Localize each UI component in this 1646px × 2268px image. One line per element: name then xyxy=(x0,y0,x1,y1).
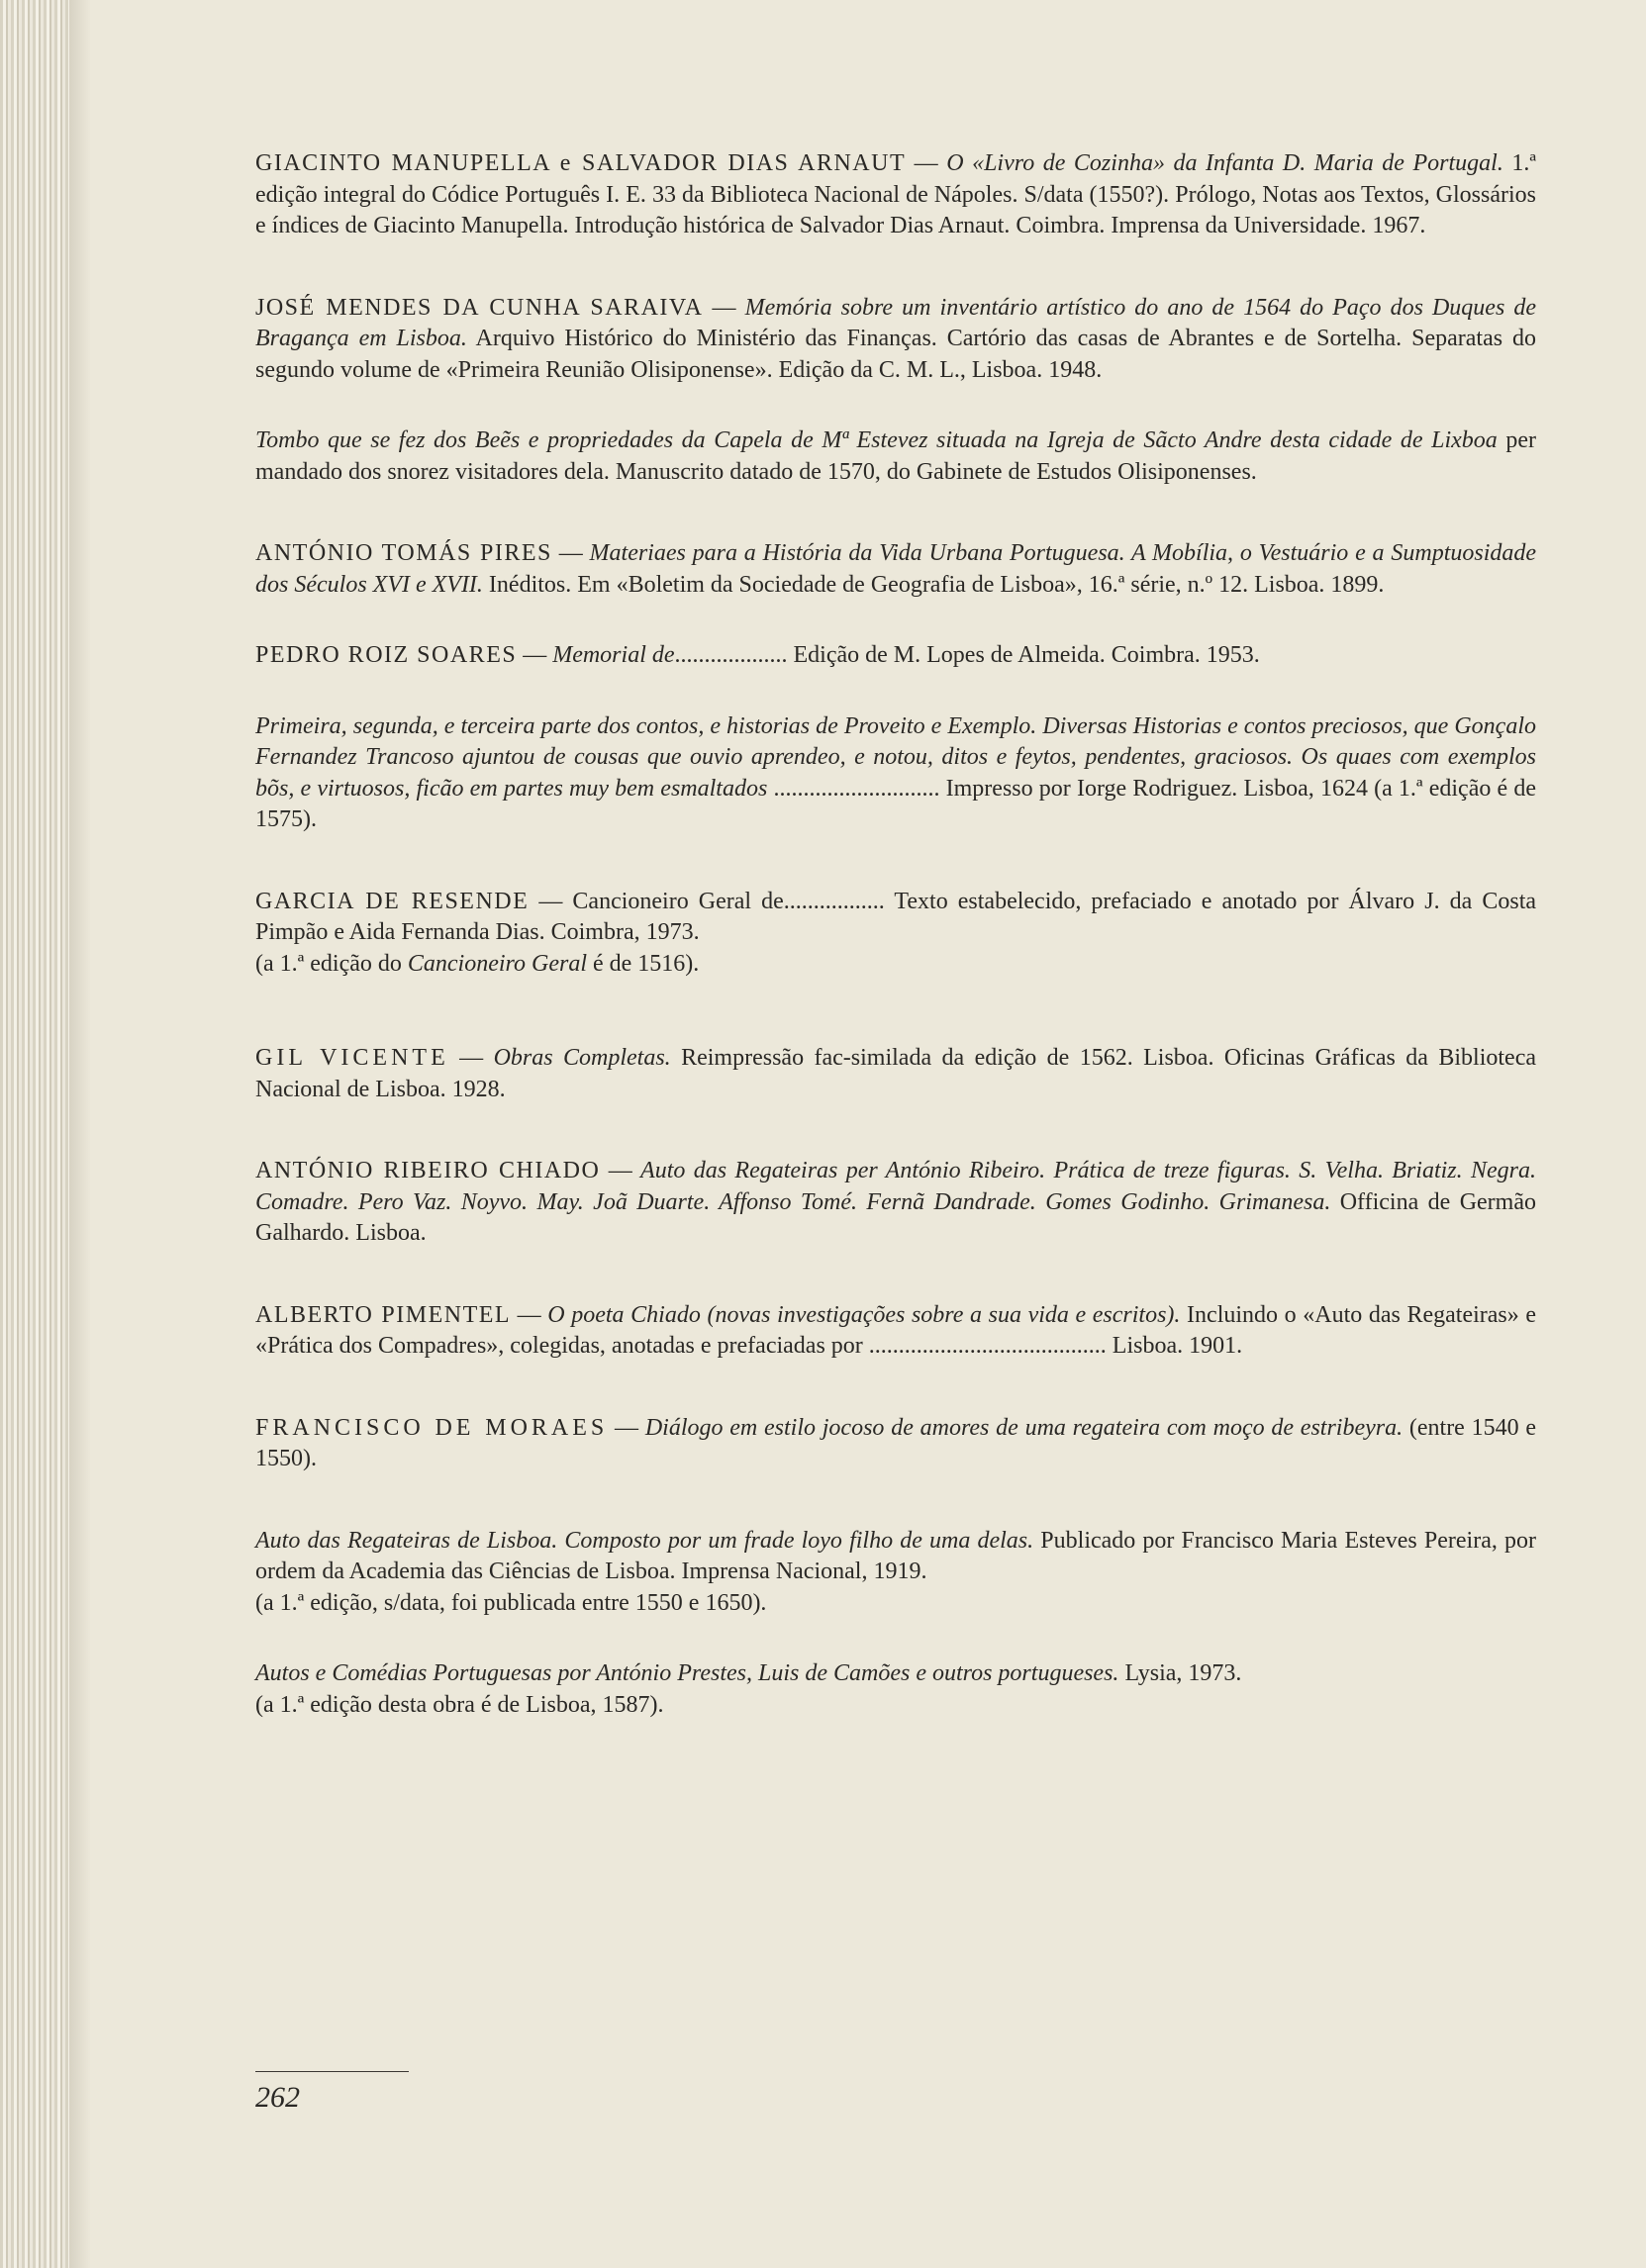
entry-title: O poeta Chiado (novas investigações sobre a sua vida e escritos). xyxy=(547,1301,1181,1328)
entry-title: Memória sobre um inventário artístico do ano de 1564 do Paço dos Duques de Bragança em Lisboa. xyxy=(255,294,1536,351)
entry-title-suffix: » da Infanta D. Maria de Portugal. xyxy=(1152,150,1503,176)
entry-note-suffix: é de 1516). xyxy=(586,950,700,977)
entry-author: FRANCISCO DE MORAES xyxy=(255,1414,609,1441)
footer-rule xyxy=(255,2071,409,2072)
bibliography-text xyxy=(255,148,1536,1721)
entry-title: Auto das Regateiras de Lisboa. Composto por um frade loyo filho de uma delas. xyxy=(255,1527,1034,1554)
entry-dash: — xyxy=(551,540,590,566)
bibliography-entry-chiado xyxy=(255,1156,1536,1250)
bibliography-entry-resende xyxy=(255,887,1536,981)
page-number: 262 xyxy=(255,2081,300,2114)
bibliography-entry-trancoso xyxy=(255,711,1536,836)
entry-author: ALBERTO PIMENTEL xyxy=(255,1301,512,1328)
entry-author: ANTÓNIO RIBEIRO CHIADO xyxy=(255,1158,601,1183)
entry-title: Memorial de xyxy=(552,642,675,668)
entry-dash: — xyxy=(703,294,745,321)
entry-author: GIL VICENTE xyxy=(255,1045,449,1071)
entry-note-prefix: (a 1.ª edição do xyxy=(255,950,408,977)
entry-details: Incluindo o «Auto das Regateiras» e «Prática dos Compadres», colegidas, anotadas e prefaciadas por ........................................ Lisboa. 1901. xyxy=(255,1301,1537,1359)
entry-title: Autos e Comédias Portuguesas por António Prestes, Luis de Camões e outros portugueses. xyxy=(255,1660,1119,1686)
entry-title: Auto das Regateiras per António Ribeiro. Prática de treze figuras. S. Velha. Briatiz. Negra. Comadre. Pero Vaz. Noyvo. May. Joã Duarte. Affonso Tomé. Fernã Dandrade. Gomes Godinho. Grimanesa. xyxy=(255,1158,1536,1215)
entry-details: Lysia, 1973. xyxy=(1118,1660,1242,1686)
entry-title-prefix: O « xyxy=(946,150,985,176)
entry-details: ............................ Impresso por Iorge Rodriguez. Lisboa, 1624 (a 1.ª edição é de 1575). xyxy=(255,775,1536,832)
entry-title: Obras Completas. xyxy=(493,1045,671,1071)
entry-title: Materiaes para a História da Vida Urbana Portuguesa. A Mobília, o Vestuário e a Sumptuosidade dos Séculos XVI e XVII. xyxy=(255,540,1537,598)
entry-title: Diálogo em estilo jocoso de amores de uma regateira com moço de estribeyra. xyxy=(644,1414,1404,1441)
entry-details: Officina de Germão Galhardo. Lisboa. xyxy=(255,1188,1536,1246)
entry-dash: — xyxy=(511,1301,548,1328)
entry-note: (a 1.ª edição, s/data, foi publicada entre 1550 e 1650). xyxy=(255,1589,767,1616)
entry-details: ................. Texto estabelecido, prefaciado e anotado por Álvaro J. da Costa Pimpão e Aida Fernanda Dias. Coimbra, 1973. xyxy=(255,888,1537,945)
bibliography-entry-manupella xyxy=(255,148,1536,242)
bibliography-entry-tombo xyxy=(255,425,1536,488)
entry-dash: — xyxy=(448,1045,494,1071)
entry-details: per mandado dos snorez visitadores dela. Manuscrito datado de 1570, do Gabinete de Estudos Olisiponenses. xyxy=(255,427,1536,485)
entry-details: Reimpressão fac-similada da edição de 1562. Lisboa. Oficinas Gráficas da Biblioteca Nacional de Lisboa. 1928. xyxy=(255,1045,1537,1102)
entry-note-title: Cancioneiro Geral xyxy=(407,950,587,977)
book-gutter xyxy=(0,0,69,2268)
gutter-shadow xyxy=(69,0,91,2268)
bibliography-entry-pires xyxy=(255,538,1536,601)
entry-dash: — xyxy=(529,888,573,914)
entry-author: GIACINTO MANUPELLA e SALVADOR DIAS ARNAUT xyxy=(255,150,907,176)
entry-author: GARCIA DE RESENDE xyxy=(255,888,530,914)
entry-title: Cancioneiro Geral de xyxy=(572,888,784,914)
entry-details: (entre 1540 e 1550). xyxy=(255,1414,1537,1471)
bibliography-entry-pimentel xyxy=(255,1300,1536,1363)
bibliography-entry-saraiva xyxy=(255,293,1536,387)
bibliography-entry-auto-regateiras xyxy=(255,1526,1536,1620)
entry-details: Publicado por Francisco Maria Esteves Pereira, por ordem da Academia das Ciências de Lisboa. Imprensa Nacional, 1919. xyxy=(255,1527,1536,1584)
entry-title: Livro de Cozinha xyxy=(984,150,1153,176)
entry-author: PEDRO ROIZ SOARES xyxy=(255,642,518,668)
entry-details: Inéditos. Em «Boletim da Sociedade de Geografia de Lisboa», 16.ª série, n.º 12. Lisboa. 1899. xyxy=(482,571,1385,598)
entry-dash: — xyxy=(906,150,947,176)
bibliography-entry-vicente xyxy=(255,1043,1536,1105)
entry-dash: — xyxy=(600,1158,641,1183)
entry-note: (a 1.ª edição desta obra é de Lisboa, 1587). xyxy=(255,1691,664,1718)
entry-title: Tombo que se fez dos Beẽs e propriedades da Capela de Mª Estevez situada na Igreja de Sãcto Andre desta cidade de Lixboa xyxy=(255,427,1498,453)
bibliography-entry-soares xyxy=(255,640,1536,672)
entry-dash: — xyxy=(517,642,553,668)
entry-title: Primeira, segunda, e terceira parte dos contos, e historias de Proveito e Exemplo. Diversas Historias e contos preciosos, que Gonçalo Fernandez Trancoso ajuntou de cousas que ouvio aprendeo, e notou, ditos e feytos, pendentes, graciosos. Os quaes com exemplos bõs, e virtuosos, ficão em partes muy bem esmaltados xyxy=(255,712,1536,802)
entry-details: ................... Edição de M. Lopes de Almeida. Coimbra. 1953. xyxy=(674,642,1260,668)
entry-details: 1.ª edição integral do Códice Português I. E. 33 da Biblioteca Nacional de Nápoles. S/data (1550?). Prólogo, Notas aos Textos, Glossários e índices de Giacinto Manupella. Introdução histórica de Salvador Dias Arnaut. Coimbra. Imprensa da Universidade. 1967. xyxy=(255,150,1536,238)
entry-author: ANTÓNIO TOMÁS PIRES xyxy=(255,540,552,566)
entry-dash: — xyxy=(608,1414,645,1441)
entry-author: JOSÉ MENDES DA CUNHA SARAIVA xyxy=(255,294,704,321)
bibliography-entry-autos-comedias xyxy=(255,1658,1536,1721)
entry-details: Arquivo Histórico do Ministério das Finanças. Cartório das casas de Abrantes e de Sortelha. Separatas do segundo volume de «Primeira Reunião Olisiponense». Edição da C. M. L., Lisboa. 1948. xyxy=(255,326,1536,383)
bibliography-entry-moraes xyxy=(255,1413,1536,1475)
